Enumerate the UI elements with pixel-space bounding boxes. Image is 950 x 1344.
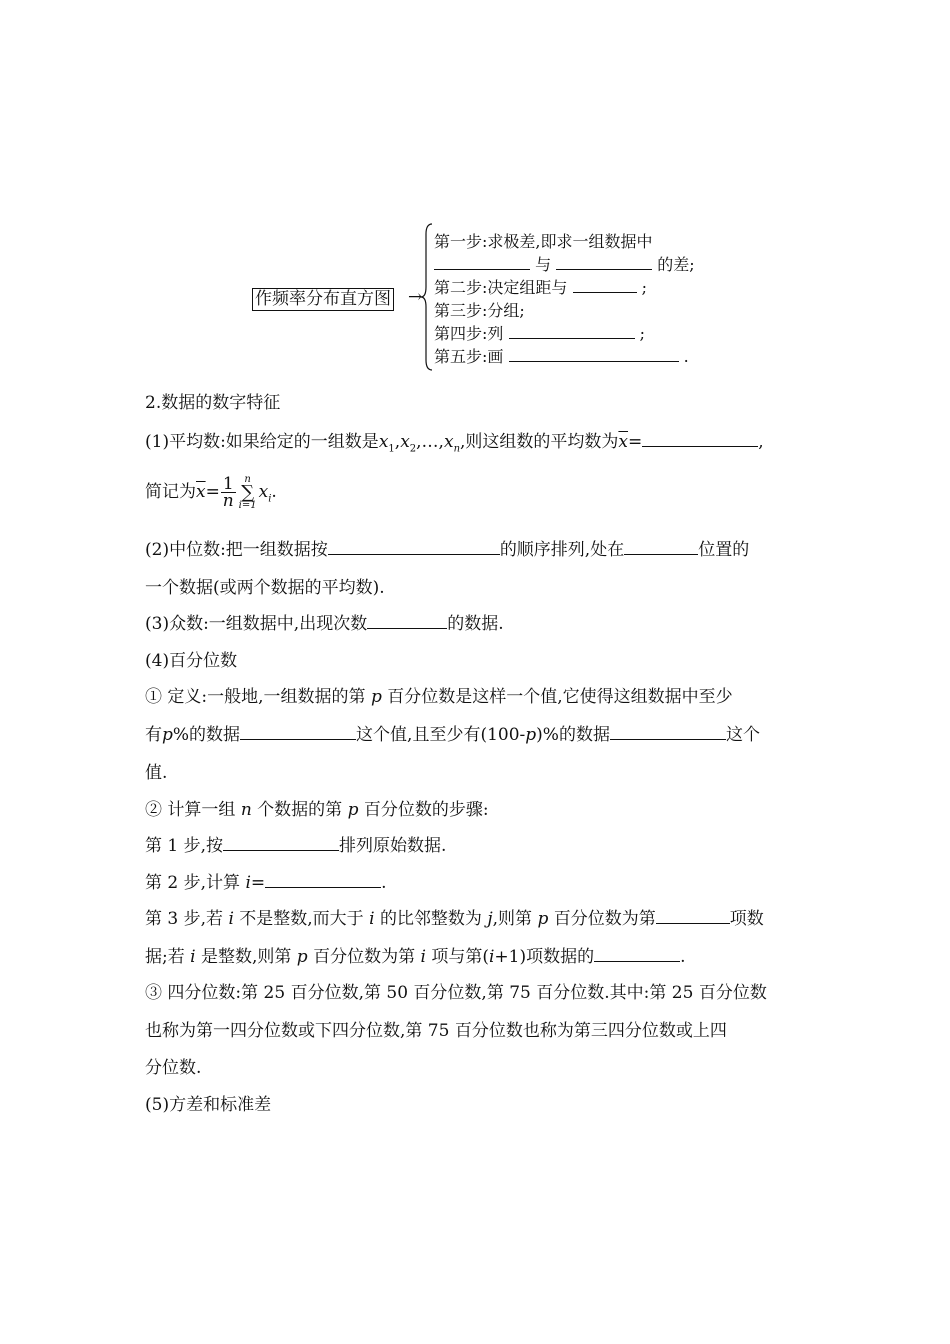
- step-4-line: 第四步:列 ;: [434, 324, 645, 343]
- step-2-line: 第二步:决定组距与 ;: [434, 278, 647, 297]
- mean-definition: (1)平均数:如果给定的一组数是$x_1,x_2,\dots,x_n$,则这组数的平均数为$\overline{x}=$ ,: [145, 432, 764, 455]
- histogram-box: [252, 288, 394, 311]
- mean-short: 简记为$\overline{x}=$ $\frac{1}{n}$ n ∑ i=1 $x_i$.: [145, 474, 277, 511]
- step-3: 第 3 步,若 i 不是整数,而大于 i 的比邻整数为 j,则第 p 百分位数为第 项数: [145, 909, 764, 929]
- quartile-line-2: 也称为第一四分位数或下四分位数,第 75 百分位数也称为第三四分位数或上四: [145, 1021, 727, 1041]
- step-5-line: 第五步:画 .: [434, 347, 689, 366]
- blank-max[interactable]: [434, 255, 530, 270]
- quartile-line-3: 分位数.: [145, 1058, 202, 1078]
- blank-mean[interactable]: [642, 432, 758, 447]
- percentile-def-end: 值.: [145, 763, 168, 783]
- blank-order[interactable]: [328, 540, 500, 555]
- arrow-icon: →: [408, 287, 423, 307]
- left-brace-icon: [420, 222, 434, 372]
- fraction: $\frac{1}{n}$: [222, 474, 234, 511]
- histogram-box-label: 作频率分布直方图: [255, 289, 391, 309]
- blank-min[interactable]: [556, 255, 652, 270]
- blank-ge[interactable]: [610, 725, 726, 740]
- quartile-line-1: ③ 四分位数:第 25 百分位数,第 50 百分位数,第 75 百分位数.其中:第 25 百分位数: [145, 983, 767, 1003]
- step-2: 第 2 步,计算 i= .: [145, 873, 387, 893]
- blank-middle[interactable]: [624, 540, 698, 555]
- histogram-steps: [434, 230, 695, 368]
- blank-le[interactable]: [240, 725, 356, 740]
- step-3-line: 第三步:分组;: [434, 301, 525, 320]
- mode-definition: (3)众数:一组数据中,出现次数 的数据.: [145, 614, 504, 634]
- blank-histogram[interactable]: [509, 347, 679, 362]
- percentile-def-cont: 有p%的数据 这个值,且至少有(100-p)%的数据 这个: [145, 725, 760, 745]
- step-1: 第 1 步,按 排列原始数据.: [145, 836, 447, 856]
- variance-title: (5)方差和标准差: [145, 1095, 272, 1115]
- section-2-title: 2.数据的数字特征: [145, 393, 281, 413]
- blank-group-count[interactable]: [573, 278, 637, 293]
- step-3-cont: 据;若 i 是整数,则第 p 百分位数为第 i 项与第(i+1)项数据的 .: [145, 947, 686, 967]
- percentile-calc: ② 计算一组 n 个数据的第 p 百分位数的步骤:: [145, 800, 489, 820]
- blank-sort[interactable]: [223, 836, 339, 851]
- blank-table[interactable]: [509, 324, 635, 339]
- blank-i[interactable]: [265, 873, 381, 888]
- median-cont: 一个数据(或两个数据的平均数).: [145, 578, 385, 598]
- step-1-cont: 与 的差;: [434, 253, 695, 276]
- step-1-line: 第一步:求极差,即求一组数据中: [434, 232, 653, 251]
- blank-most[interactable]: [367, 614, 447, 629]
- percentile-title: (4)百分位数: [145, 651, 238, 671]
- blank-average[interactable]: [594, 947, 680, 962]
- median-definition: (2)中位数:把一组数据按 的顺序排列,处在 位置的: [145, 540, 750, 560]
- blank-item[interactable]: [656, 909, 730, 924]
- percentile-def: ① 定义:一般地,一组数据的第 p 百分位数是这样一个值,它使得这组数据中至少: [145, 687, 733, 707]
- sigma-icon: n ∑ i=1: [238, 474, 257, 511]
